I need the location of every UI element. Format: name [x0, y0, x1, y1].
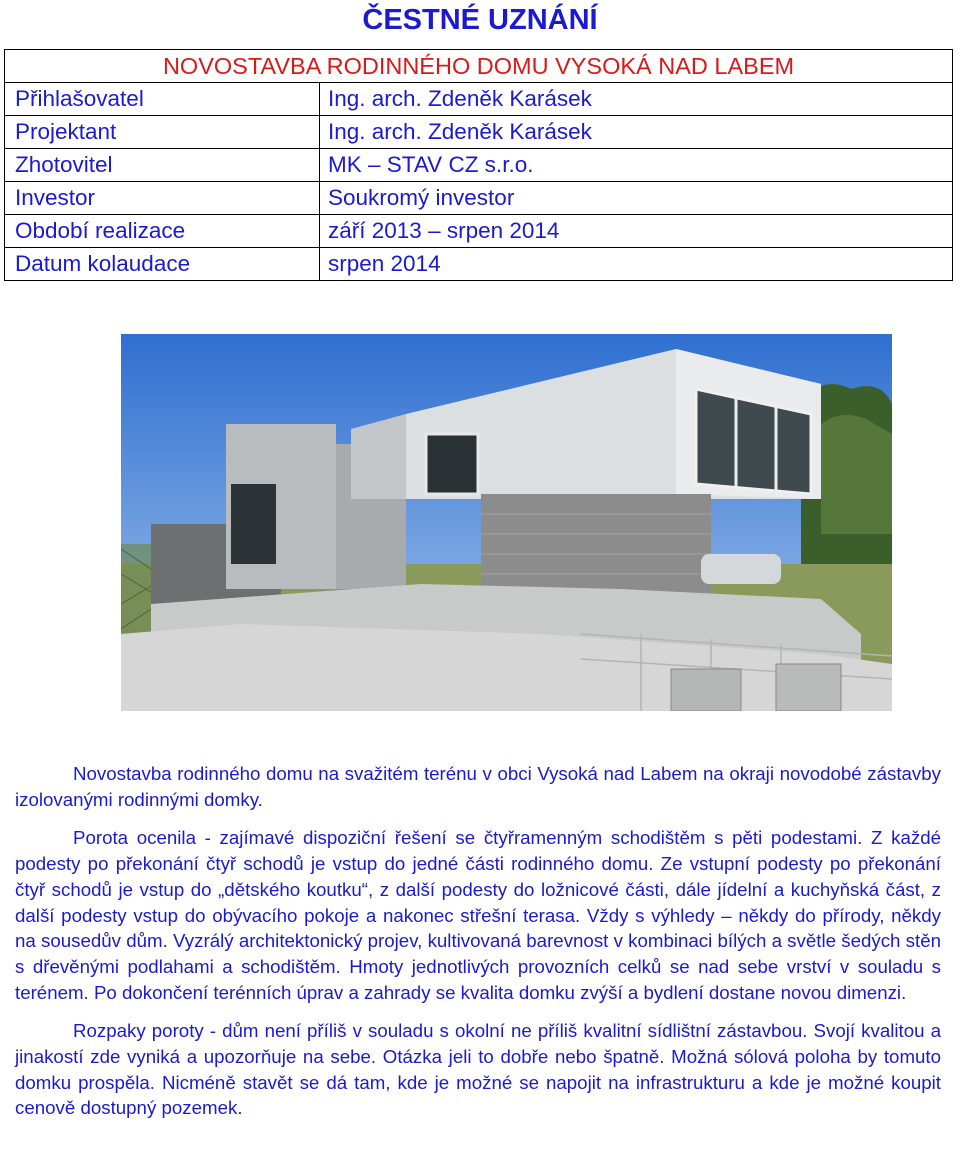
- info-label: Investor: [5, 182, 320, 215]
- info-label: Projektant: [5, 116, 320, 149]
- info-value: Ing. arch. Zdeněk Karásek: [320, 116, 953, 149]
- info-label: Zhotovitel: [5, 149, 320, 182]
- info-row-contractor: [5, 149, 953, 182]
- house-photo: [121, 334, 892, 711]
- info-value: září 2013 – srpen 2014: [320, 215, 953, 248]
- info-label: Datum kolaudace: [5, 248, 320, 281]
- description-text: [15, 761, 941, 1121]
- project-name-row: [5, 50, 953, 83]
- info-value: Ing. arch. Zdeněk Karásek: [320, 83, 953, 116]
- paragraph-jury-praise: Porota ocenila - zajímavé dispoziční řešení se čtyřramenným schodištěm s pěti podestami. Z každé podesty po překonání čtyř schodů je vstup do jedné části rodinného domu. Ze vstupní podesty po překonání čtyř schodů je vstup do „dětského koutku“, z další podesty do ložnicové části, dále jídelní a kuchyňská část, z další podesty vstup do obývacího pokoje a nakonec střešní terasa. Vždy s výhledy – někdy do přírody, někdy na sousedův dům. Vyzrálý architektonický projev, kultivovaná barevnost v kombinaci bílých a světle šedých stěn s dřevěnými podlahami a schodištěm. Hmoty jednotlivých provozních celků se nad sebe vrství v souladu s terénem. Po dokončení terénních úprav a zahrady se kvalita domku zvýší a bydlení dostane novou dimenzi.: [15, 827, 941, 1003]
- info-row-applicant: [5, 83, 953, 116]
- paragraph-intro: Novostavba rodinného domu na svažitém terénu v obci Vysoká nad Labem na okraji novodobé zástavby izolovanými rodinnými domky.: [15, 763, 941, 810]
- info-label: Období realizace: [5, 215, 320, 248]
- project-name: NOVOSTAVBA RODINNÉHO DOMU VYSOKÁ NAD LABEM: [5, 50, 953, 83]
- info-value: Soukromý investor: [320, 182, 953, 215]
- info-label: Přihlašovatel: [5, 83, 320, 116]
- info-row-approval-date: [5, 248, 953, 281]
- page-title: ČESTNÉ UZNÁNÍ: [362, 4, 598, 36]
- info-row-period: [5, 215, 953, 248]
- info-value: MK – STAV CZ s.r.o.: [320, 149, 953, 182]
- paragraph-jury-concerns: Rozpaky poroty - dům není příliš v souladu s okolní ne příliš kvalitní sídlištní zástavbou. Svojí kvalitou a jinakostí zde vyniká a upozorňuje na sebe. Otázka jeli to dobře nebo špatně. Možná sólová poloha by tomuto domku prospěla. Nicméně stavět se dá tam, kde je možné se napojit na infrastrukturu a kde je možné koupit cenově dostupný pozemek.: [15, 1020, 941, 1119]
- info-value: srpen 2014: [320, 248, 953, 281]
- project-info-table: [4, 49, 953, 281]
- info-row-designer: [5, 116, 953, 149]
- info-row-investor: [5, 182, 953, 215]
